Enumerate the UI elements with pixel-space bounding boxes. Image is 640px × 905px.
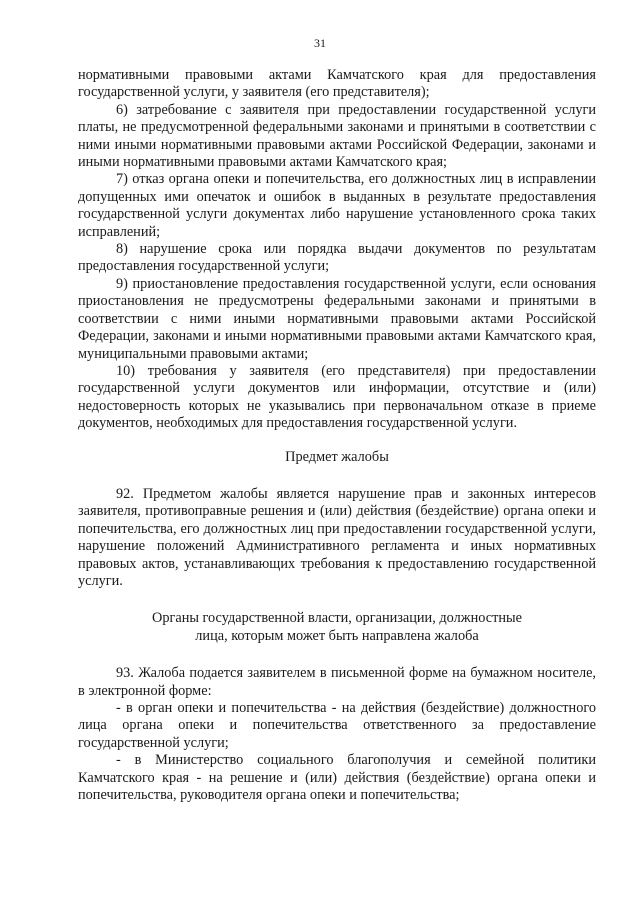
paragraph-item-9: 9) приостановление предоставления государственной услуги, если основания приостановления не предусмотрены федеральными законами и принятыми в соответствии с ними иными нормативными правовыми актами Российской Федерации, законами и иными нормативными правовыми актами Камчатского края, муниципальными правовыми актами;	[78, 275, 596, 362]
paragraph-93-dash-1: - в орган опеки и попечительства - на действия (бездействие) должностного лица органа опеки и попечительства ответственного за предоставление государственной услуги;	[78, 700, 596, 751]
paragraph-continuation: нормативными правовыми актами Камчатского края для предоставления государственной услуги, у заявителя (его представителя);	[78, 67, 596, 101]
paragraph-93-dash-2: - в Министерство социального благополучия и семейной политики Камчатского края - на решение и (или) действия (бездействие) органа опеки и попечительства, руководителя органа опеки и попечительства;	[78, 752, 596, 804]
section-heading-bodies-line2: лица, которым может быть направлена жалоба	[195, 627, 479, 644]
paragraph-item-8: 8) нарушение срока или порядка выдачи документов по результатам предоставления государственной услуги;	[78, 241, 596, 275]
section-heading-subject: Предмет жалобы	[285, 448, 389, 465]
page-number: 31	[314, 36, 326, 50]
paragraph-93: 93. Жалоба подается заявителем в письменной форме на бумажном носителе, в электронной форме:	[78, 665, 596, 699]
paragraph-item-6: 6) затребование с заявителя при предоставлении государственной услуги платы, не предусмотренной федеральными законами и принятыми в соответствии с ними иными нормативными правовыми актами Российской Федерации, законами и иными нормативными правовыми актами Камчатского края;	[78, 101, 596, 171]
paragraph-item-10: 10) требования у заявителя (его представителя) при предоставлении государственной услуги документов или информации, отсутствие и (или) недостоверность которых не указывались при первоначальном отказе в приеме документов, необходимых для предоставления государственной услуги.	[78, 362, 596, 432]
document-body	[78, 67, 596, 804]
paragraph-item-7: 7) отказ органа опеки и попечительства, его должностных лиц в исправлении допущенных ими опечаток и ошибок в выданных в результате предоставления государственной услуги документах либо нарушение установленного срока таких исправлений;	[78, 171, 596, 240]
paragraph-92: 92. Предметом жалобы является нарушение прав и законных интересов заявителя, противоправные решения и (или) действия (бездействие) органа опеки и попечительства, его должностных лиц при предоставлении государственной услуги, нарушение положений Административного регламента и иных нормативных правовых актов, устанавливающих требования к предоставлению государственной услуги.	[78, 485, 596, 589]
section-heading-bodies-line1: Органы государственной власти, организации, должностные	[152, 610, 522, 627]
